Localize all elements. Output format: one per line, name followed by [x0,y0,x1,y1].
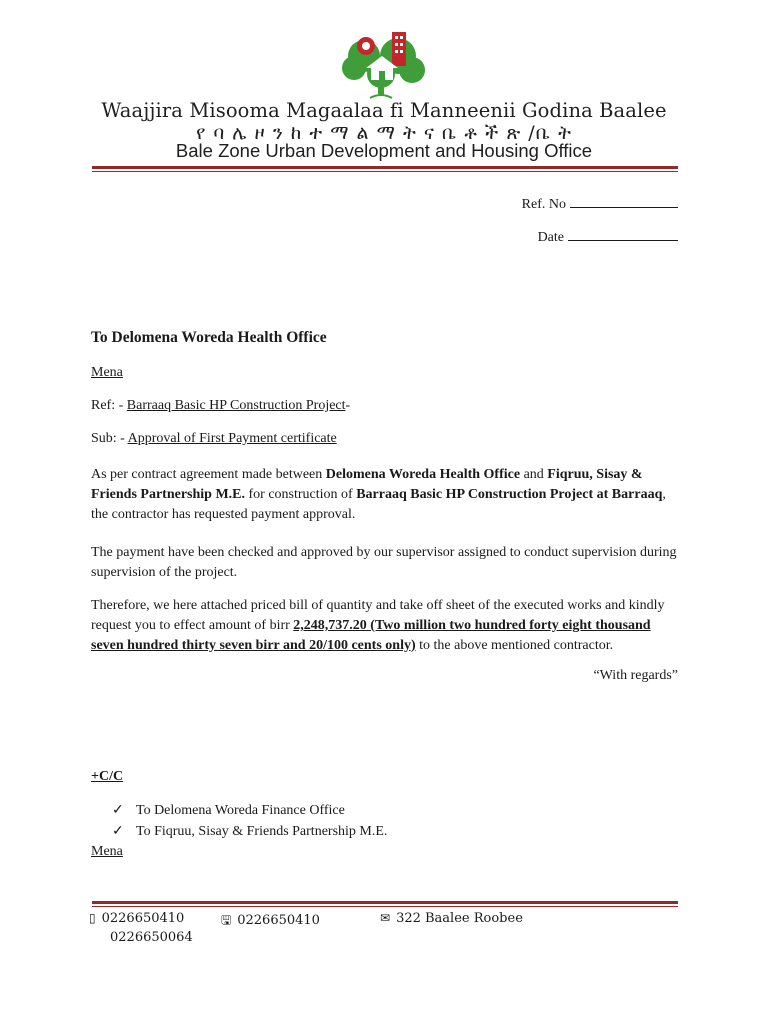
recipient-city: Mena [91,365,123,380]
paragraph-contract [91,465,681,525]
p1-text-e: for construction of [245,487,357,502]
footer-rule-thin [92,906,678,907]
ref-number-blank [570,194,678,208]
p3-text-c: to the above mentioned contractor. [415,638,614,653]
cc-item-label: To Fiqruu, Sisay & Friends Partnership M.E. [136,824,388,839]
date-blank [568,227,678,241]
ref-number-line [522,194,678,213]
paragraph-approval: The payment have been checked and approved by our supervisor assigned to conduct supervision during supervision of the project. [91,545,677,580]
header-rule-thin [92,171,678,172]
p1-text-g: , the contractor has requested payment approval. [91,487,666,522]
footer-pobox-text: 322 Baalee Roobee [396,911,523,926]
paragraph-request [91,596,681,656]
reference-prefix: Ref: - [91,398,127,413]
check-icon: ✓ [112,824,124,839]
footer-phone [89,911,184,926]
closing-regards: “With regards” [593,668,678,683]
cc-label: +C/C [91,769,124,784]
footer-rule-thick [92,901,678,904]
p1-client: Delomena Woreda Health Office [325,467,521,482]
org-name-english: Bale Zone Urban Development and Housing Office [175,140,593,161]
org-name-oromo: Waajjira Misooma Magaalaa fi Manneenii Godina Baalee [101,99,667,122]
header-rule-thick [92,166,678,169]
footer-phone-2: 0226650064 [110,930,193,945]
p1-text-c: and [520,467,548,482]
office-logo [326,28,438,108]
reference-line [91,398,350,414]
p1-project: Barraaq Basic HP Construction Project at Barraaq [356,487,663,502]
p1-text-a: As per contract agreement made between [91,467,326,482]
phone-icon: ▯ [89,911,96,925]
cc-item-finance [112,802,345,819]
p1-contractor: Fiqruu, Sisay & Friends Partnership M.E. [91,467,643,502]
p3-amount: 2,248,737.20 (Two million two hundred forty eight thousand seven hundred thirty seven birr and 20/100 cents only) [91,618,651,653]
ref-number-label: Ref. No [521,197,566,212]
footer-fax-number: 0226650410 [237,913,320,928]
envelope-icon: ✉ [380,911,391,925]
footer-fax [221,911,320,932]
footer-phone-1: 0226650410 [101,911,185,926]
fax-icon: 🖫 [221,913,232,927]
subject-prefix: Sub: - [91,431,128,446]
cc-city: Mena [91,844,123,859]
recipient: To Delomena Woreda Health Office [91,329,327,346]
cc-item-label: To Delomena Woreda Finance Office [136,803,345,818]
check-icon: ✓ [112,803,124,818]
date-label: Date [537,230,564,245]
date-line [538,227,678,246]
p3-text-a: Therefore, we here attached priced bill of quantity and take off sheet of the executed works and kindly request you to effect amount of birr [91,598,665,633]
org-name-amharic: የ ባ ሌ ዞ ን ከ ተ ማ ል ማ ት ና ቤ ቶ ች ጽ /ቤ ት [196,122,572,144]
footer-pobox [380,911,523,926]
subject-line [91,431,337,447]
reference-suffix: - [345,398,351,413]
subject-text: Approval of First Payment certificate [127,431,337,446]
reference-text: Barraaq Basic HP Construction Project [126,398,346,413]
cc-item-contractor [112,823,387,840]
